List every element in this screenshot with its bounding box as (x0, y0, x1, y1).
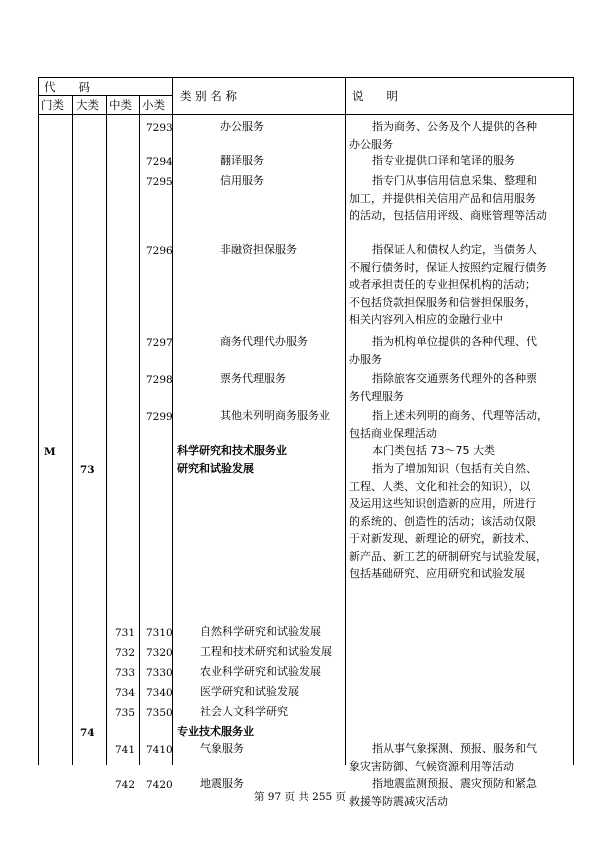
cell-name: 农业科学研究和试验发展 (200, 665, 321, 678)
header-da: 大类 (76, 98, 99, 112)
cell-desc-line: 救援等防震减灾活动 (349, 794, 448, 808)
cell-zhong: 733 (115, 667, 136, 679)
cell-da: 73 (80, 464, 95, 476)
cell-desc-line: 指上述未列明的商务、代理等活动， (372, 409, 548, 422)
cell-name: 票务代理服务 (220, 372, 286, 385)
cell-name: 科学研究和技术服务业 (177, 444, 287, 457)
cell-zhong: 735 (115, 707, 136, 719)
cell-desc-line: 象灾害防御、气候资源利用等活动 (349, 759, 514, 773)
col-divider-name-desc (345, 77, 346, 765)
cell-name: 医学研究和试验发展 (200, 685, 299, 698)
cell-zhong: 741 (115, 744, 136, 756)
cell-da: 74 (80, 727, 95, 739)
cell-xiao: 7294 (146, 156, 173, 168)
cell-desc-line: 指专门从事信用信息采集、整理和 (372, 174, 537, 187)
cell-desc-line: 相关内容列入相应的金融行业中 (349, 313, 503, 326)
cell-zhong: 734 (115, 687, 136, 699)
cell-name: 办公服务 (220, 120, 264, 133)
cell-desc-line: 于对新发现、新理论的研究，新技术、 (349, 532, 536, 545)
cell-name: 研究和试验发展 (177, 462, 254, 475)
cell-name: 信用服务 (220, 174, 264, 187)
cell-zhong: 742 (115, 779, 136, 791)
cell-desc-line: 指为了增加知识（包括有关自然、 (372, 462, 537, 475)
cell-desc-line: 包括商业保理活动 (349, 426, 437, 440)
cell-name: 社会人文科学研究 (200, 705, 288, 718)
cell-desc-line: 指为机构单位提供的各种代理、代 (372, 335, 537, 348)
cell-desc-line: 新产品、新工艺的研制研究与试验发展， (349, 549, 547, 563)
cell-xiao: 7293 (146, 122, 173, 134)
header-men: 门类 (41, 98, 64, 112)
cell-name: 气象服务 (200, 742, 244, 755)
cell-xiao: 7350 (146, 707, 173, 719)
cell-xiao: 7340 (146, 687, 173, 699)
cell-xiao: 7310 (146, 627, 173, 639)
cell-desc-line: 指保证人和债权人约定，当债务人 (372, 243, 537, 256)
header-code: 代 码 (44, 80, 90, 94)
cell-xiao: 7410 (146, 744, 173, 756)
header-name: 类 别 名 称 (180, 89, 237, 103)
cell-desc-line: 包括基础研究、应用研究和试验发展 (349, 567, 525, 580)
cell-desc-line: 指为商务、公务及个人提供的各种 (372, 120, 537, 133)
left-border (38, 77, 39, 765)
cell-desc-line: 不包括贷款担保服务和信誉担保服务， (349, 295, 536, 309)
cell-desc-line: 工程、人类、文化和社会的知识），以 (349, 479, 531, 493)
page-footer: 第 97 页 共 255 页 (253, 791, 347, 803)
cell-xiao: 7330 (146, 667, 173, 679)
cell-desc-line: 或者承担责任的专业担保机构的活动； (349, 278, 536, 291)
cell-desc-line: 指地震监测预报、震灾预防和紧急 (372, 777, 537, 790)
cell-desc-line: 办服务 (349, 352, 382, 366)
cell-desc-line: 务代理服务 (349, 389, 404, 403)
right-border (573, 77, 574, 765)
cell-name: 翻译服务 (220, 154, 264, 167)
table-top-border (38, 77, 574, 78)
header-xiao: 小类 (142, 98, 165, 112)
header-zhong: 中类 (109, 98, 132, 112)
header-desc: 说 明 (352, 89, 398, 103)
cell-desc-line: 指除旅客交通票务代理外的各种票 (372, 372, 537, 385)
cell-xiao: 7298 (146, 374, 173, 386)
cell-xiao: 7296 (146, 245, 173, 257)
cell-men: M (44, 446, 56, 458)
cell-xiao: 7299 (146, 411, 173, 423)
cell-name: 专业技术服务业 (177, 725, 254, 738)
cell-zhong: 732 (115, 647, 136, 659)
cell-desc-line: 不履行债务时，保证人按照约定履行债务 (349, 260, 547, 274)
cell-desc-line: 加工，并提供相关信用产品和信用服务 (349, 191, 536, 205)
cell-desc-line: 的活动，包括信用评级、商账管理等活动 (349, 209, 547, 222)
cell-xiao: 7420 (146, 779, 173, 791)
cell-desc-line: 指专业提供口译和笔译的服务 (372, 154, 515, 167)
cell-name: 工程和技术研究和试验发展 (200, 645, 332, 658)
cell-name: 地震服务 (200, 777, 244, 790)
cell-xiao: 7297 (146, 337, 173, 349)
code-header-divider (38, 95, 172, 96)
cell-desc-line: 及运用这些知识创造新的应用，所进行 (349, 497, 536, 510)
cell-name: 商务代理代办服务 (220, 335, 308, 348)
cell-name: 其他未列明商务服务业 (220, 409, 330, 422)
cell-name: 自然科学研究和试验发展 (200, 625, 321, 638)
col-divider-da-zhong (106, 95, 107, 765)
cell-name: 非融资担保服务 (220, 243, 297, 256)
col-divider-men-da (72, 95, 73, 765)
cell-desc-line: 指从事气象探测、预报、服务和气 (372, 742, 537, 755)
cell-xiao: 7320 (146, 647, 173, 659)
cell-desc-line: 本门类包括 73～75 大类 (372, 444, 495, 457)
col-divider-zhong-xiao (139, 95, 140, 765)
cell-desc-line: 办公服务 (349, 137, 393, 151)
cell-xiao: 7295 (146, 176, 173, 188)
cell-desc-line: 的系统的、创造性的活动；该活动仅限 (349, 514, 536, 528)
cell-zhong: 731 (115, 627, 136, 639)
header-bottom-border (38, 114, 574, 115)
